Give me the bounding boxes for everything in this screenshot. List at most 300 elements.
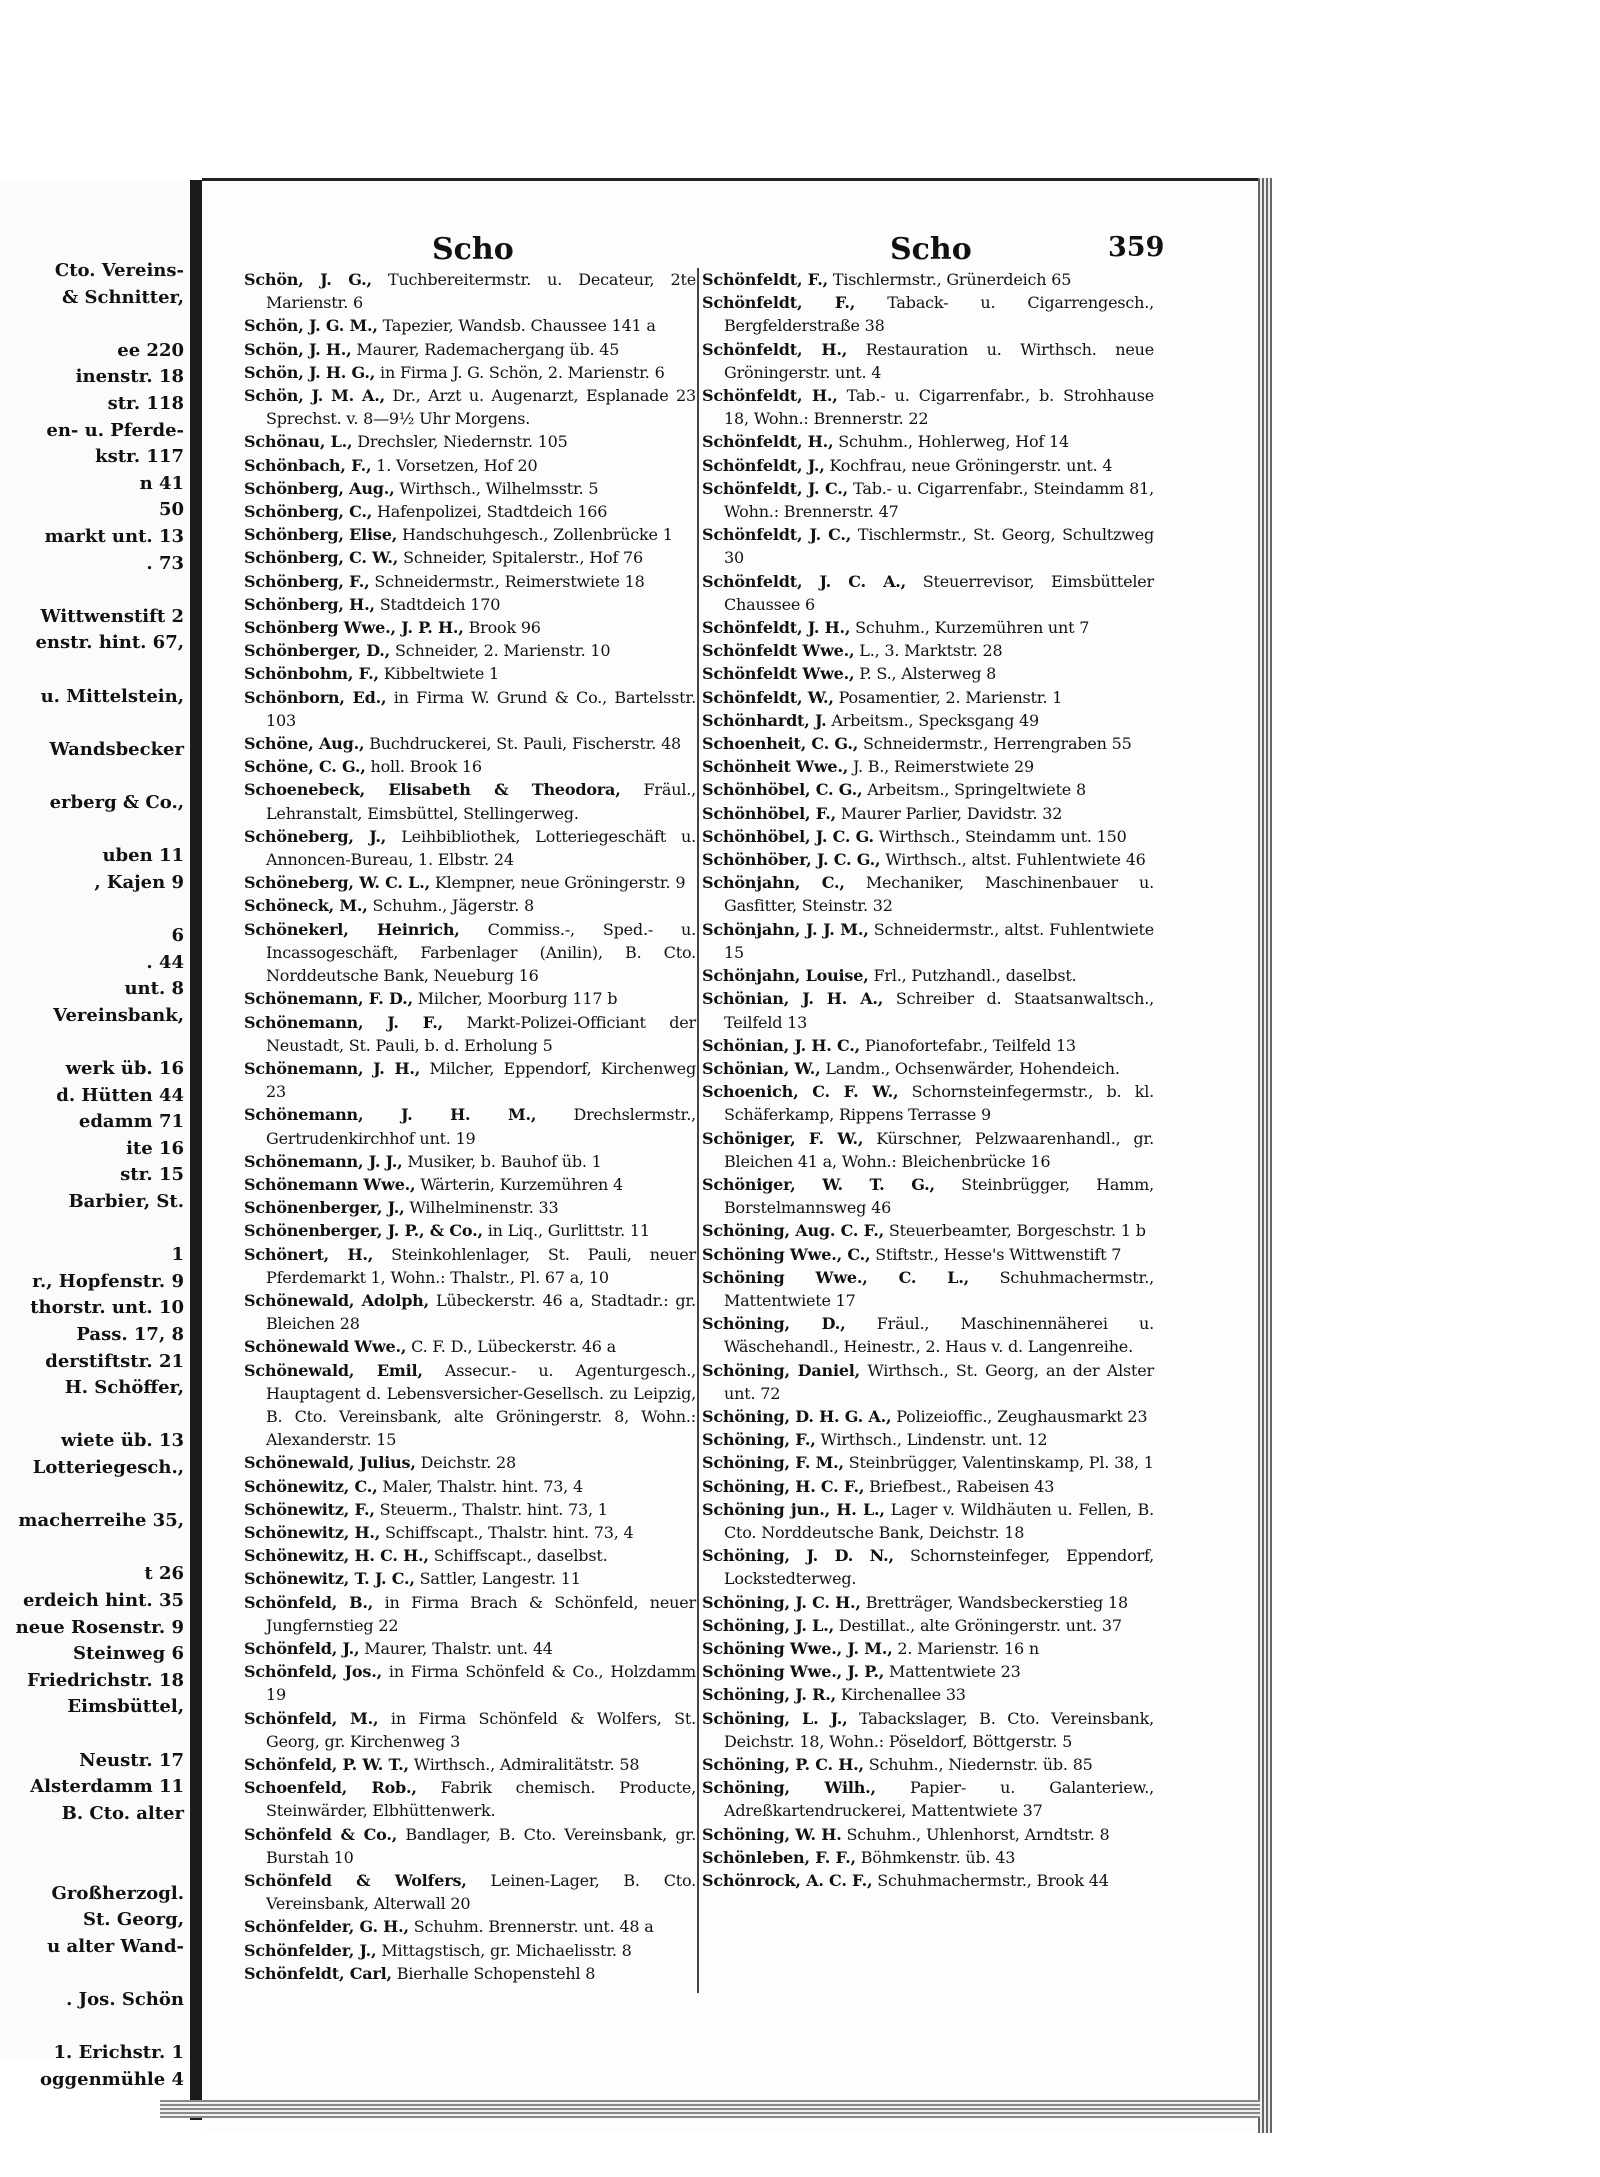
directory-entry	[702, 1683, 1154, 1706]
entry-name: Schönian, J. H. C.,	[702, 1035, 860, 1055]
entry-details: P. S., Alsterweg 8	[859, 664, 997, 684]
entry-name: Schöning, D.,	[702, 1314, 846, 1334]
entry-name: Schöning Wwe., J. M.,	[702, 1638, 893, 1658]
directory-entry	[244, 1707, 696, 1753]
fragment-line: H. Schöffer,	[64, 1377, 184, 1399]
directory-entry	[244, 384, 696, 430]
entry-details: Lager v. Wildhäuten u. Fellen, B. Cto. Norddeutsche Bank, Deichstr. 18	[724, 1499, 1154, 1542]
directory-entry	[244, 662, 696, 685]
entry-name: Schoenheit, C. G.,	[702, 734, 859, 754]
directory-entry	[244, 1823, 696, 1869]
entry-details: Schuhm., Hohlerweg, Hof 14	[838, 432, 1069, 452]
entry-name: Schönewitz, T. J. C.,	[244, 1569, 415, 1589]
directory-entry	[244, 918, 696, 988]
directory-entry	[244, 1962, 696, 1985]
entry-name: Schönewitz, F.,	[244, 1499, 375, 1519]
entry-name: Schönewitz, H. C. H.,	[244, 1546, 429, 1566]
directory-entry	[702, 1707, 1154, 1753]
entry-details: Steinkohlenlager, St. Pauli, neuer Pferdemarkt 1, Wohn.: Thalstr., Pl. 67 a, 10	[266, 1244, 696, 1287]
entry-details: Schneidermstr., Reimerstwiete 18	[374, 571, 645, 591]
fragment-line: macherreihe 35,	[18, 1510, 184, 1532]
entry-details: Fabrik chemisch. Producte, Steinwärder, Elbhüttenwerk.	[266, 1778, 697, 1821]
entry-details: Steuerrevisor, Eimsbütteler Chaussee 6	[724, 571, 1154, 614]
entry-details: Wirthsch., altst. Fuhlentwiete 46	[885, 850, 1146, 870]
entry-name: Schöne, C. G.,	[244, 757, 366, 777]
fragment-line: Wittwenstift 2	[40, 605, 184, 627]
entry-name: Schönrock, A. C. F.,	[702, 1871, 873, 1891]
entry-details: Schneider, Spitalerstr., Hof 76	[403, 548, 644, 568]
entry-details: Tischlermstr., Grünerdeich 65	[832, 270, 1072, 289]
fragment-line: str. 15	[120, 1164, 184, 1186]
directory-entry	[244, 1521, 696, 1544]
entry-name: Schönewald, Adolph,	[244, 1290, 429, 1310]
directory-entry	[702, 1753, 1154, 1776]
fragment-line: erdeich hint. 35	[22, 1590, 184, 1611]
fragment-line: Steinweg 6	[72, 1643, 184, 1665]
entry-name: Schönfeldt, Carl,	[244, 1963, 392, 1983]
entry-name: Schönemann, F. D.,	[244, 989, 413, 1009]
fragment-line: u alter Wand-	[47, 1935, 184, 1957]
fragment-line: Pass. 17, 8	[76, 1324, 184, 1345]
entry-details: Schneider, 2. Marienstr. 10	[394, 641, 611, 661]
fragment-line: kstr. 117	[95, 446, 184, 468]
entry-name: Schönbach, F.,	[244, 455, 372, 475]
directory-entry	[244, 1915, 696, 1938]
entry-name: Schönleben, F. F.,	[702, 1847, 856, 1867]
directory-entry	[244, 1335, 696, 1358]
entry-name: Schönfeldt, H.,	[702, 386, 838, 406]
directory-entry	[244, 1243, 696, 1289]
entry-details: Sattler, Langestr. 11	[419, 1569, 581, 1589]
entry-details: holl. Brook 16	[370, 757, 482, 777]
entry-name: Schönbohm, F.,	[244, 664, 379, 684]
entry-name: Schön, J. G.,	[244, 270, 372, 289]
fragment-line: . 44	[146, 951, 184, 973]
fragment-line: markt unt. 13	[44, 526, 184, 547]
fragment-line: r., Hopfenstr. 9	[32, 1270, 184, 1292]
entry-name: Schön, J. H. G.,	[244, 362, 376, 382]
entry-details: Maurer, Rademachergang üb. 45	[356, 339, 620, 359]
directory-entry	[702, 662, 1154, 685]
entry-details: Mechaniker, Maschinenbauer u. Gasfitter, Steinstr. 32	[724, 873, 1155, 916]
entry-name: Schönfeldt, J. C.,	[702, 525, 852, 545]
fragment-line: 1. Erichstr. 1	[53, 2042, 184, 2064]
entry-details: Schneidermstr., Herrengraben 55	[862, 734, 1132, 754]
fragment-line: , Kajen 9	[94, 871, 184, 893]
directory-entry	[244, 755, 696, 778]
directory-entry	[702, 1475, 1154, 1498]
entry-details: Destillat., alte Gröningerstr. unt. 37	[838, 1615, 1122, 1635]
directory-entry	[244, 732, 696, 755]
fragment-line: unt. 8	[124, 978, 184, 1000]
directory-entry	[702, 384, 1154, 430]
fragment-line: Alsterdamm 11	[30, 1776, 184, 1798]
entry-details: Leinen-Lager, B. Cto. Vereinsbank, Alterwall 20	[266, 1871, 696, 1914]
entry-details: 2. Marienstr. 16 n	[897, 1638, 1040, 1658]
entry-name: Schöning, J. D. N.,	[702, 1546, 894, 1566]
directory-entry	[244, 1939, 696, 1962]
directory-entry	[244, 1196, 696, 1219]
directory-entry	[244, 570, 696, 593]
entry-details: Steuerm., Thalstr. hint. 73, 1	[379, 1499, 608, 1519]
entry-name: Schönert, H.,	[244, 1244, 374, 1264]
directory-entry	[702, 1359, 1154, 1405]
entry-details: Fräul., Lehranstalt, Eimsbüttel, Stellingerweg.	[266, 780, 697, 823]
entry-details: Kürschner, Pelzwaarenhandl., gr. Bleichen 41 a, Wohn.: Bleichenbrücke 16	[724, 1128, 1155, 1171]
entry-name: Schönekerl, Heinrich,	[244, 919, 460, 939]
running-head-right: Scho	[890, 232, 972, 267]
fragment-line: 50	[158, 499, 184, 521]
directory-entry	[244, 639, 696, 662]
directory-entry	[702, 1266, 1154, 1312]
page-edge	[1258, 178, 1272, 2133]
directory-entry	[702, 1637, 1154, 1660]
fragment-line: str. 118	[107, 393, 184, 414]
fragment-line: Großherzogl.	[51, 1882, 184, 1904]
entry-details: Bandlager, B. Cto. Vereinsbank, gr. Burstah 10	[266, 1824, 696, 1867]
directory-entry	[244, 593, 696, 616]
directory-entry	[702, 1080, 1154, 1126]
fragment-line: wiete üb. 13	[60, 1430, 184, 1452]
entry-name: Schönhardt, J.	[702, 710, 827, 730]
entry-name: Schönewald Wwe.,	[244, 1337, 407, 1357]
entry-details: Schuhm. Brennerstr. unt. 48 a	[413, 1917, 654, 1937]
fragment-line: u. Mittelstein,	[40, 685, 184, 707]
directory-entry	[244, 1776, 696, 1822]
entry-details: Leihbibliothek, Lotteriegeschäft u. Annoncen-Bureau, 1. Elbstr. 24	[266, 826, 697, 870]
entry-name: Schönfeldt, H.,	[702, 432, 834, 452]
page-number: 359	[1108, 232, 1165, 263]
directory-entry	[702, 430, 1154, 453]
entry-name: Schönborn, Ed.,	[244, 687, 387, 707]
directory-entry	[702, 1219, 1154, 1242]
entry-name: Schönfelder, G. H.,	[244, 1917, 409, 1937]
entry-details: Mattentwiete 23	[889, 1662, 1021, 1682]
directory-entry	[702, 1173, 1154, 1219]
entry-name: Schöning, H. C. F.,	[702, 1476, 865, 1496]
entry-name: Schönberg, Aug.,	[244, 478, 395, 498]
directory-entry	[244, 1567, 696, 1590]
entry-details: Brook 96	[468, 618, 541, 638]
fragment-line: Cto. Vereins-	[54, 260, 184, 281]
directory-entry	[702, 268, 1154, 291]
fragment-line: 6	[171, 925, 184, 946]
fragment-line: n 41	[139, 472, 184, 494]
directory-entry	[244, 1451, 696, 1474]
directory-entry	[244, 1475, 696, 1498]
entry-details: Assecur.- u. Agenturgesch., Hauptagent d. Lebensversicher-Gesellsch. zu Leipzig, B. Cto. Vereinsbank, alte Gröningerstr. 8, Wohn.: Alexanderstr. 15	[266, 1360, 696, 1450]
entry-details: Milcher, Eppendorf, Kirchenweg 23	[266, 1058, 696, 1102]
entry-details: Papier- u. Galanteriew., Adreßkartendruckerei, Mattentwiete 37	[724, 1778, 1154, 1821]
entry-details: Tapezier, Wandsb. Chaussee 141 a	[382, 316, 656, 336]
entry-details: Bretträger, Wandsbeckerstieg 18	[865, 1592, 1128, 1612]
directory-entry	[244, 314, 696, 337]
entry-details: in Firma Schönfeld & Co., Holzdamm 19	[266, 1662, 696, 1705]
entry-details: Musiker, b. Bauhof üb. 1	[407, 1151, 602, 1171]
entry-details: Commiss.-, Sped.- u. Incassogeschäft, Farbenlager (Anilin), B. Cto. Norddeutsche Bank, Neueburg 16	[266, 919, 696, 986]
entry-name: Schönenberger, J. P., & Co.,	[244, 1221, 483, 1241]
fragment-line: 1	[171, 1244, 184, 1266]
entry-name: Schöning, J. C. H.,	[702, 1592, 861, 1612]
entry-details: Posamentier, 2. Marienstr. 1	[838, 687, 1063, 707]
directory-entry	[702, 616, 1154, 639]
entry-name: Schönewitz, C.,	[244, 1476, 378, 1496]
entry-details: Milcher, Moorburg 117 b	[417, 989, 618, 1009]
entry-name: Schönemann, J. H.,	[244, 1058, 421, 1078]
entry-name: Schönian, J. H. A.,	[702, 989, 884, 1009]
directory-entry	[244, 523, 696, 546]
directory-entry	[244, 1544, 696, 1567]
directory-entry	[702, 1428, 1154, 1451]
entry-name: Schoenebeck, Elisabeth & Theodora,	[244, 780, 621, 800]
fragment-line: Friedrichstr. 18	[26, 1669, 184, 1691]
fragment-line: Barbier, St.	[68, 1191, 184, 1212]
entry-name: Schönfeldt, J. H.,	[702, 618, 851, 638]
entry-name: Schönemann, J. H. M.,	[244, 1105, 537, 1125]
entry-name: Schöning, Daniel,	[702, 1360, 861, 1380]
entry-name: Schönjahn, J. J. M.,	[702, 919, 869, 939]
entry-details: Taback- u. Cigarrengesch., Bergfelderstraße 38	[724, 293, 1154, 336]
entry-name: Schöning, P. C. H.,	[702, 1755, 864, 1774]
directory-entry	[702, 778, 1154, 801]
entry-name: Schönian, W.,	[702, 1058, 821, 1078]
entry-name: Schönfeld, B.,	[244, 1592, 374, 1612]
entry-name: Schöning, W. H.	[702, 1824, 842, 1844]
entry-name: Schönfeldt, F.,	[702, 270, 828, 289]
entry-name: Schönfeldt Wwe.,	[702, 641, 855, 661]
directory-entry	[702, 871, 1154, 917]
entry-name: Schönfeld & Wolfers,	[244, 1871, 467, 1891]
entry-details: Schuhm., Jägerstr. 8	[372, 896, 534, 916]
running-head-left: Scho	[432, 232, 514, 267]
fragment-line: Wandsbecker	[49, 738, 184, 760]
entry-name: Schönfeldt, H.,	[702, 339, 848, 359]
entry-name: Schönewald, Julius,	[244, 1453, 416, 1473]
entry-name: Schöning Wwe., C. L.,	[702, 1267, 970, 1287]
entry-name: Schöning, L. J.,	[702, 1708, 848, 1728]
entry-name: Schöneck, M.,	[244, 896, 368, 916]
entry-details: Steuerbeamter, Borgeschstr. 1 b	[888, 1221, 1146, 1241]
entry-details: Schuhm., Uhlenhorst, Arndtstr. 8	[846, 1824, 1110, 1844]
fragment-line: en- u. Pferde-	[46, 419, 184, 441]
entry-name: Schönhöbel, C. G.,	[702, 780, 863, 800]
fragment-line: Neustr. 17	[79, 1749, 184, 1771]
entry-name: Schönjahn, C.,	[702, 873, 845, 893]
fragment-line: thorstr. unt. 10	[30, 1297, 184, 1319]
fragment-line: uben 11	[102, 845, 184, 867]
fragment-line: derstiftstr. 21	[45, 1350, 184, 1372]
entry-details: Tab.- u. Cigarrenfabr., b. Strohhause 18, Wohn.: Brennerstr. 22	[724, 386, 1154, 429]
entry-name: Schönberg, F.,	[244, 571, 370, 591]
entry-details: in Firma Schönfeld & Wolfers, St. Georg, gr. Kirchenweg 3	[266, 1708, 696, 1751]
entry-details: Arbeitsm., Specksgang 49	[831, 710, 1039, 730]
entry-name: Schön, J. H.,	[244, 339, 352, 359]
directory-entry	[244, 1150, 696, 1173]
entry-name: Schöniger, F. W.,	[702, 1128, 864, 1148]
entry-name: Schoenich, C. F. W.,	[702, 1082, 899, 1102]
entry-details: Klempner, neue Gröningerstr. 9	[434, 873, 686, 893]
directory-entry	[702, 709, 1154, 732]
entry-details: Handschuhgesch., Zollenbrücke 1	[401, 525, 673, 545]
column-rule	[697, 268, 699, 1993]
entry-name: Schönfeld, P. W. T.,	[244, 1755, 409, 1774]
entry-details: Arbeitsm., Springeltwiete 8	[867, 780, 1086, 800]
fragment-line: oggenmühle 4	[39, 2068, 184, 2090]
directory-entry	[244, 1173, 696, 1196]
entry-name: Schönfeldt Wwe.,	[702, 664, 855, 684]
entry-details: Wirthsch., Wilhelmsstr. 5	[399, 478, 599, 498]
directory-entry	[244, 477, 696, 500]
directory-entry	[702, 1591, 1154, 1614]
entry-details: Böhmkenstr. üb. 43	[860, 1847, 1016, 1867]
directory-entry	[702, 1034, 1154, 1057]
directory-entry	[244, 546, 696, 569]
directory-entry	[244, 454, 696, 477]
directory-entry	[244, 894, 696, 917]
entry-details: Buchdruckerei, St. Pauli, Fischerstr. 48	[369, 734, 682, 754]
directory-entry	[702, 1823, 1154, 1846]
entry-name: Schönfeldt, J. C. A.,	[702, 571, 907, 591]
directory-entry	[244, 338, 696, 361]
directory-entry	[702, 454, 1154, 477]
entry-details: Schuhmachermstr., Mattentwiete 17	[724, 1267, 1154, 1310]
entry-details: Mittagstisch, gr. Michaelisstr. 8	[381, 1940, 632, 1960]
directory-entry	[244, 1591, 696, 1637]
directory-entry	[702, 802, 1154, 825]
entry-details: Pianofortefabr., Teilfeld 13	[864, 1035, 1076, 1055]
entry-name: Schöning, F. M.,	[702, 1453, 844, 1473]
entry-name: Schönberg, H.,	[244, 594, 375, 614]
entry-name: Schönfeld, J.,	[244, 1638, 360, 1658]
directory-entry	[244, 778, 696, 824]
directory-entry	[702, 848, 1154, 871]
previous-page-fragment	[0, 180, 196, 2090]
directory-entry	[244, 825, 696, 871]
directory-entry	[702, 1498, 1154, 1544]
fragment-line: ee 220	[117, 339, 184, 361]
entry-details: Markt-Polizei-Officiant der Neustadt, St. Pauli, b. d. Erholung 5	[266, 1012, 696, 1055]
entry-details: Tab.- u. Cigarrenfabr., Steindamm 81, Wohn.: Brennerstr. 47	[724, 478, 1154, 522]
entry-details: Stiftstr., Hesse's Wittwenstift 7	[875, 1244, 1122, 1264]
entry-details: Wirthsch., Admiralitätstr. 58	[413, 1755, 640, 1774]
fragment-line: . Jos. Schön	[66, 1989, 184, 2010]
directory-entry	[244, 1359, 696, 1452]
directory-entry	[244, 361, 696, 384]
entry-details: Wilhelminenstr. 33	[409, 1198, 559, 1218]
directory-entry	[702, 1614, 1154, 1637]
entry-details: Wirthsch., St. Georg, an der Alster unt. 72	[724, 1360, 1154, 1403]
fragment-line: B. Cto. alter	[61, 1802, 184, 1824]
directory-entry	[702, 570, 1154, 616]
entry-details: Schneidermstr., altst. Fuhlentwiete 15	[724, 919, 1154, 962]
entry-name: Schöning Wwe., J. P.,	[702, 1662, 885, 1682]
entry-name: Schönfeldt, W.,	[702, 687, 834, 707]
entry-name: Schöneberg, J.,	[244, 826, 387, 846]
entry-details: Maler, Thalstr. hint. 73, 4	[382, 1476, 583, 1496]
entry-details: Deichstr. 28	[420, 1453, 516, 1473]
entry-details: Schuhm., Kurzemühren unt 7	[855, 618, 1090, 638]
directory-entry	[702, 1846, 1154, 1869]
entry-name: Schönfeld, M.,	[244, 1708, 379, 1728]
directory-entry	[702, 1869, 1154, 1892]
fragment-line: Eimsbüttel,	[67, 1696, 184, 1718]
directory-entry	[244, 500, 696, 523]
entry-name: Schöning, Wilh.,	[702, 1778, 876, 1798]
entry-name: Schöning, D. H. G. A.,	[702, 1406, 892, 1426]
entry-name: Schönberg, C.,	[244, 502, 373, 522]
directory-entry	[702, 732, 1154, 755]
directory-entry	[244, 1498, 696, 1521]
entry-name: Schönewald, Emil,	[244, 1360, 423, 1380]
entry-details: Schornsteinfeger, Eppendorf, Lockstedterweg.	[724, 1546, 1154, 1589]
entry-name: Schönfeld, Jos.,	[244, 1662, 382, 1682]
entry-name: Schöning, F.,	[702, 1430, 816, 1450]
directory-entry	[244, 1011, 696, 1057]
entry-name: Schönhöber, J. C. G.,	[702, 850, 881, 870]
entry-details: Briefbest., Rabeisen 43	[869, 1476, 1055, 1496]
entry-name: Schoenfeld, Rob.,	[244, 1778, 417, 1798]
entry-name: Schöne, Aug.,	[244, 734, 365, 754]
entry-details: 1. Vorsetzen, Hof 20	[376, 455, 538, 475]
directory-entry	[244, 268, 696, 314]
entry-details: Tuchbereitermstr. u. Decateur, 2te Marienstr. 6	[266, 270, 696, 313]
fragment-line: neue Rosenstr. 9	[15, 1616, 184, 1638]
directory-entry	[244, 987, 696, 1010]
entry-name: Schöning, J. L.,	[702, 1615, 834, 1635]
directory-entry	[244, 871, 696, 894]
fragment-line: Lotteriegesch.,	[32, 1457, 184, 1478]
entry-details: Drechsler, Niedernstr. 105	[357, 432, 568, 452]
directory-entry	[702, 964, 1154, 987]
entry-name: Schönberger, D.,	[244, 641, 391, 661]
entry-details: Lübeckerstr. 46 a, Stadtadr.: gr. Bleichen 28	[266, 1290, 696, 1334]
entry-details: Fräul., Maschinennäherei u. Wäschehandl., Heinestr., 2. Haus v. d. Langenreihe.	[724, 1314, 1154, 1357]
entry-details: Schornsteinfegermstr., b. kl. Schäferkamp, Rippens Terrasse 9	[724, 1082, 1154, 1125]
fragment-line: enstr. hint. 67,	[35, 632, 184, 654]
directory-entry	[702, 987, 1154, 1033]
directory-entry	[702, 825, 1154, 848]
entry-details: Wirthsch., Steindamm unt. 150	[878, 826, 1127, 846]
entry-name: Schöning jun., H. L.,	[702, 1499, 885, 1519]
directory-entry	[244, 1637, 696, 1660]
directory-entry	[702, 1057, 1154, 1080]
entry-name: Schöning, Aug. C. F.,	[702, 1221, 884, 1241]
directory-entry	[244, 1869, 696, 1915]
entry-details: Stadtdeich 170	[379, 594, 501, 614]
directory-entry	[244, 1219, 696, 1242]
directory-entry	[702, 1127, 1154, 1173]
entry-name: Schönfeldt, J. C.,	[702, 478, 849, 498]
directory-entry	[244, 1289, 696, 1335]
entry-name: Schönemann, J. J.,	[244, 1151, 403, 1171]
entry-name: Schöniger, W. T. G.,	[702, 1174, 935, 1194]
entry-details: Wirthsch., Lindenstr. unt. 12	[820, 1430, 1048, 1450]
entry-name: Schönau, L.,	[244, 432, 353, 452]
entry-name: Schönberg, Elise,	[244, 525, 398, 545]
directory-entry	[702, 1243, 1154, 1266]
fragment-line: Vereinsbank,	[53, 1004, 184, 1026]
directory-entry	[702, 338, 1154, 384]
entry-details: Polizeioffic., Zeughausmarkt 23	[896, 1406, 1148, 1426]
fragment-line: werk üb. 16	[65, 1058, 184, 1079]
directory-entry	[702, 1544, 1154, 1590]
entry-details: Kochfrau, neue Gröningerstr. unt. 4	[829, 455, 1113, 475]
entry-details: J. B., Reimerstwiete 29	[853, 757, 1034, 777]
directory-entry	[244, 616, 696, 639]
directory-entry	[702, 1405, 1154, 1428]
directory-entry	[244, 1057, 696, 1103]
entry-details: Bierhalle Schopenstehl 8	[396, 1963, 596, 1983]
